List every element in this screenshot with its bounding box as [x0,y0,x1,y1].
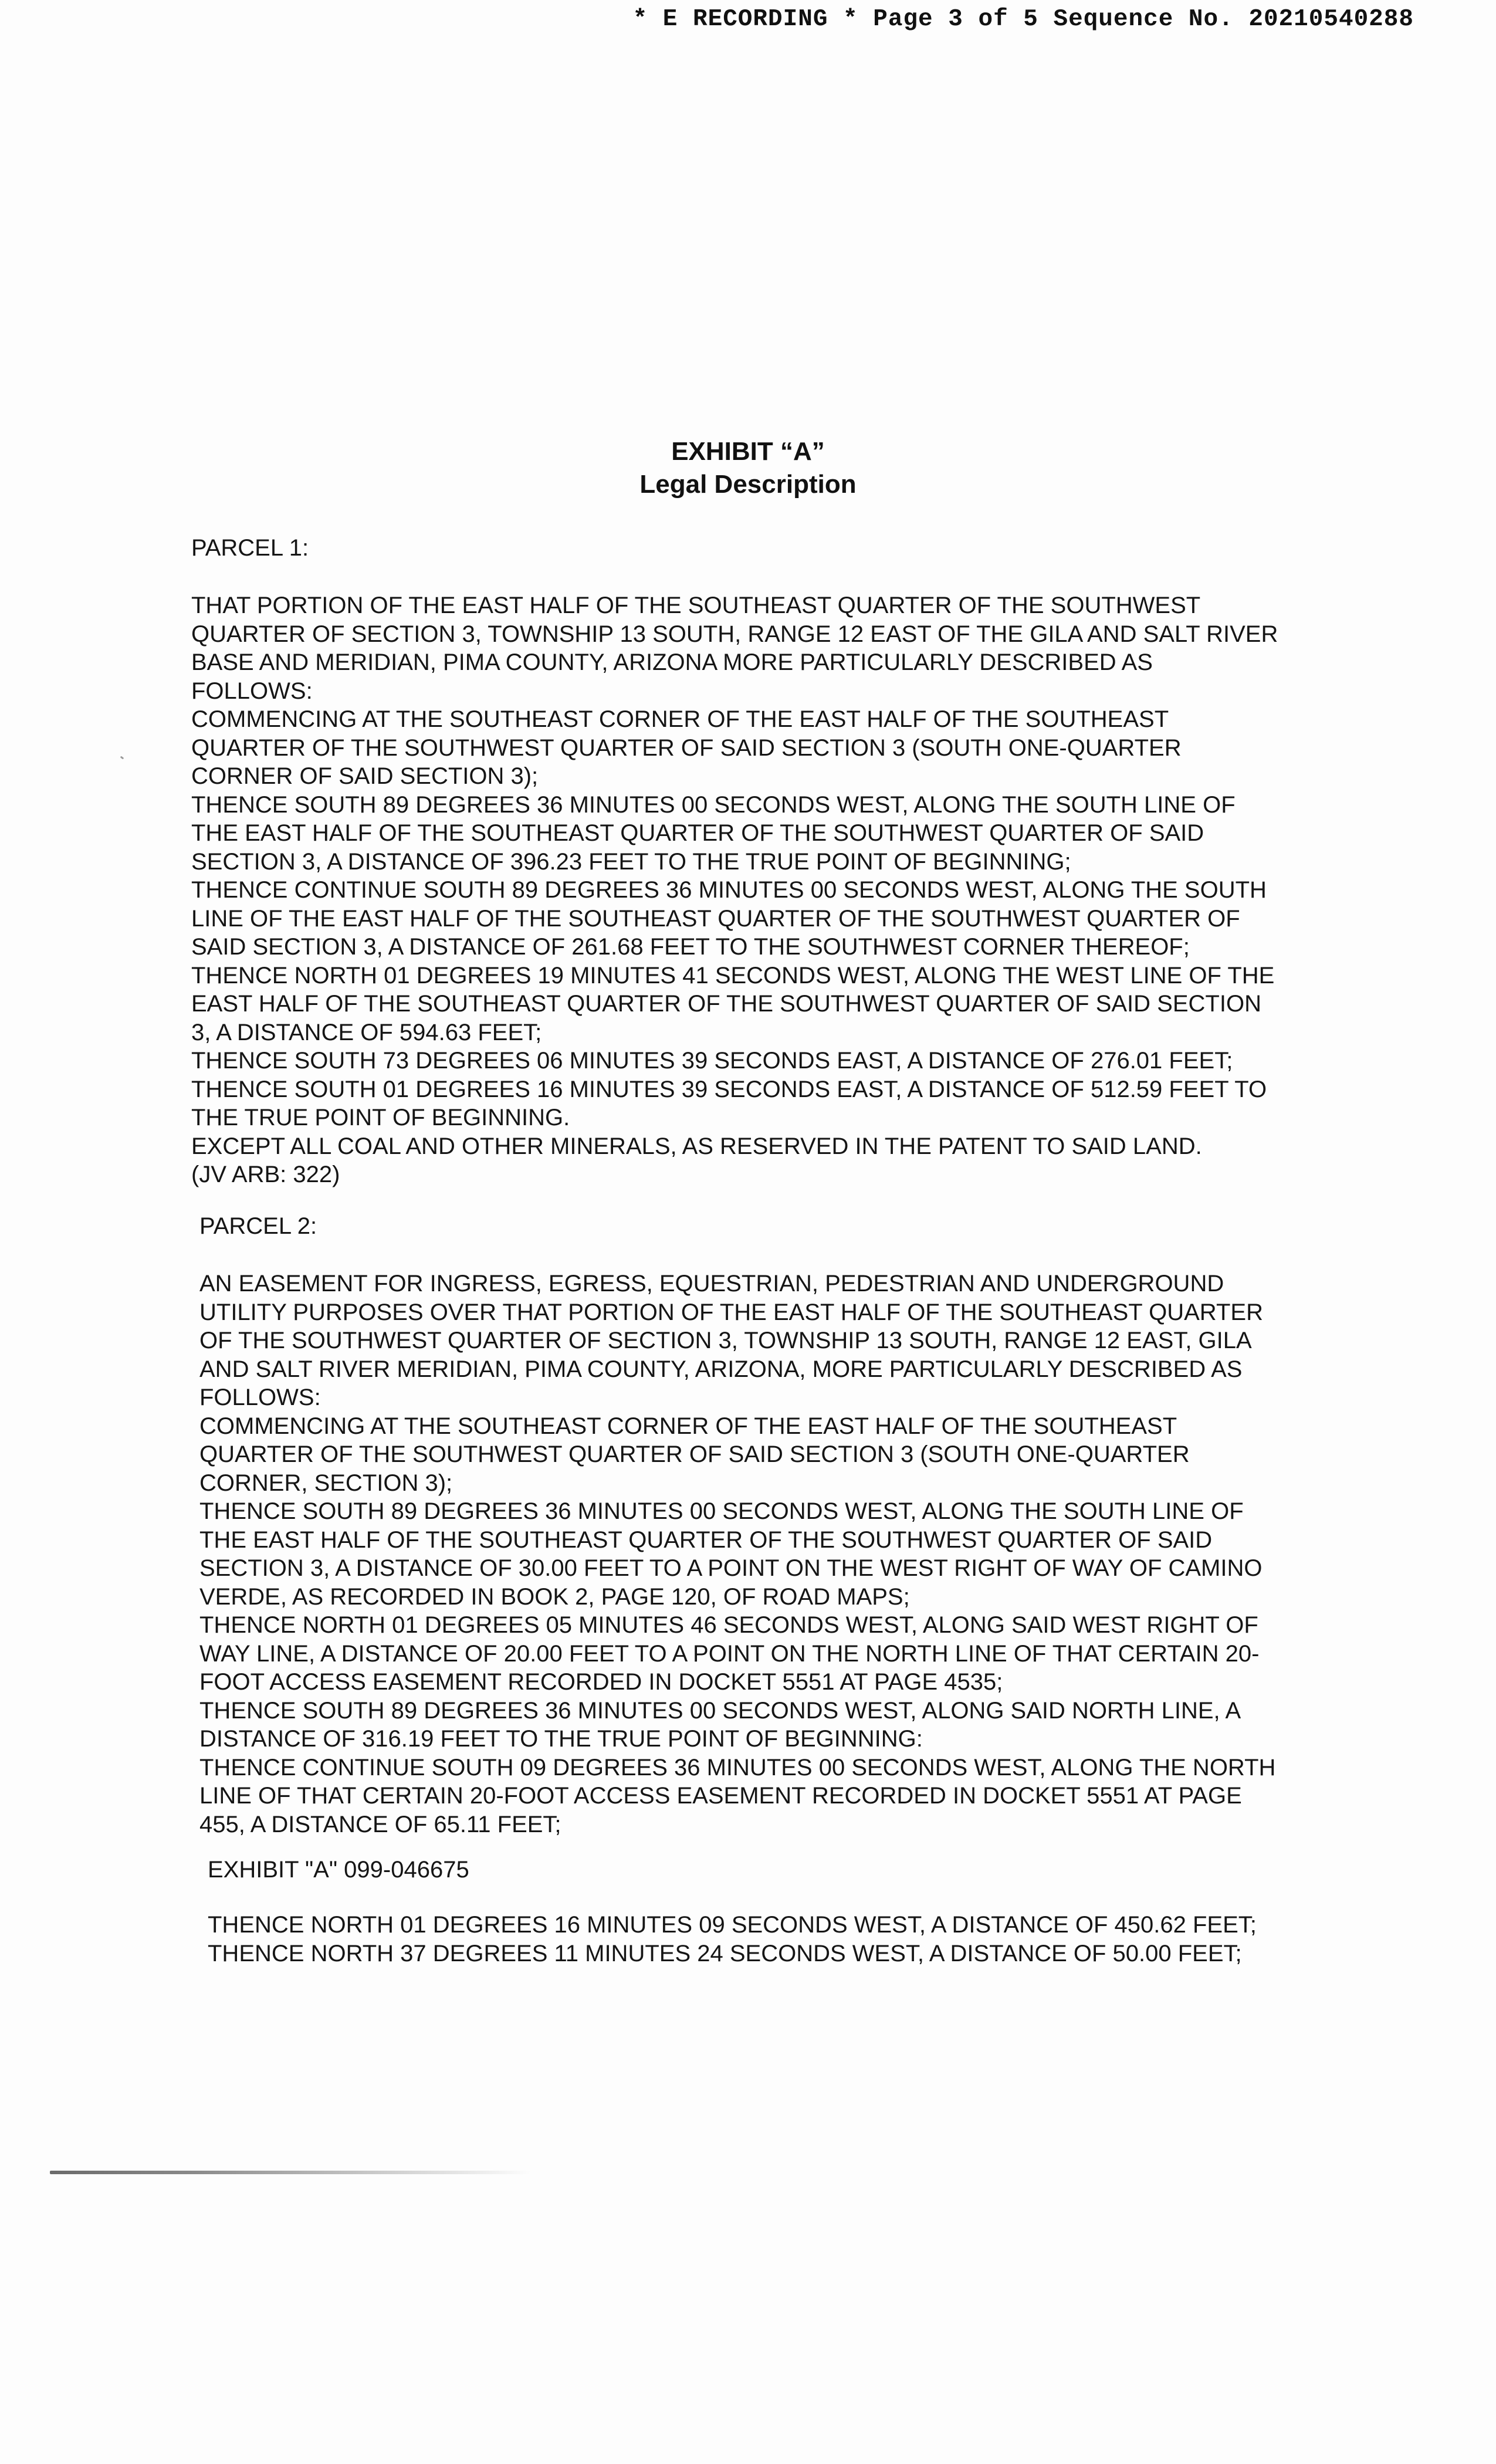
scan-artifact-line [50,2171,531,2174]
parcel-2-line: THENCE CONTINUE SOUTH 09 DEGREES 36 MINUTES 00 SECONDS WEST, ALONG THE NORTH [199,1754,1276,1781]
parcel-2-line: CORNER, SECTION 3); [199,1470,453,1496]
scan-speck [120,756,124,760]
parcel-1-line: EXCEPT ALL COAL AND OTHER MINERALS, AS RESERVED IN THE PATENT TO SAID LAND. [191,1133,1202,1159]
parcel-2-line: DISTANCE OF 316.19 FEET TO THE TRUE POINT OF BEGINNING: [199,1726,923,1752]
parcel-2-line: FOLLOWS: [199,1385,321,1410]
parcel-1-line: THENCE SOUTH 01 DEGREES 16 MINUTES 39 SECONDS EAST, A DISTANCE OF 512.59 FEET TO [191,1076,1267,1102]
parcel-2-line: 455, A DISTANCE OF 65.11 FEET; [199,1811,561,1837]
exhibit-title: EXHIBIT “A” [671,437,825,466]
parcel-2-line: THENCE SOUTH 89 DEGREES 36 MINUTES 00 SECONDS WEST, ALONG THE SOUTH LINE OF [199,1498,1244,1524]
exhibit-title-block [0,435,1496,501]
parcel-2-line: LINE OF THAT CERTAIN 20-FOOT ACCESS EASEMENT RECORDED IN DOCKET 5551 AT PAGE [199,1783,1242,1809]
legal-description-subtitle: Legal Description [639,470,857,499]
parcel-1-line: THENCE CONTINUE SOUTH 89 DEGREES 36 MINUTES 00 SECONDS WEST, ALONG THE SOUTH [191,877,1267,903]
parcel-1-line: LINE OF THE EAST HALF OF THE SOUTHEAST QUARTER OF THE SOUTHWEST QUARTER OF [191,905,1240,932]
parcel-1-line: BASE AND MERIDIAN, PIMA COUNTY, ARIZONA MORE PARTICULARLY DESCRIBED AS [191,649,1153,675]
parcel-2-line: VERDE, AS RECORDED IN BOOK 2, PAGE 120, OF ROAD MAPS; [199,1583,910,1610]
parcel-1-description [191,591,1278,1189]
parcel-1-heading: PARCEL 1: [191,535,309,561]
parcel-1-line: COMMENCING AT THE SOUTHEAST CORNER OF THE EAST HALF OF THE SOUTHEAST [191,706,1169,732]
parcel-1-line: EAST HALF OF THE SOUTHEAST QUARTER OF THE SOUTHWEST QUARTER OF SAID SECTION [191,991,1261,1017]
parcel-2-line: FOOT ACCESS EASEMENT RECORDED IN DOCKET 5551 AT PAGE 4535; [199,1669,1003,1695]
parcel-2-line: COMMENCING AT THE SOUTHEAST CORNER OF THE EAST HALF OF THE SOUTHEAST [199,1413,1177,1439]
parcel-1-line: THE TRUE POINT OF BEGINNING. [191,1105,570,1131]
parcel-1-line: SAID SECTION 3, A DISTANCE OF 261.68 FEET TO THE SOUTHWEST CORNER THEREOF; [191,934,1190,960]
parcel-1-line: THENCE SOUTH 89 DEGREES 36 MINUTES 00 SECONDS WEST, ALONG THE SOUTH LINE OF [191,791,1236,818]
parcel-1-line: 3, A DISTANCE OF 594.63 FEET; [191,1019,542,1045]
parcel-1-line: THE EAST HALF OF THE SOUTHEAST QUARTER OF THE SOUTHWEST QUARTER OF SAID [191,820,1204,846]
parcel-2-line: AN EASEMENT FOR INGRESS, EGRESS, EQUESTRIAN, PEDESTRIAN AND UNDERGROUND [199,1271,1224,1297]
continuation-description [208,1911,1257,1968]
parcel-1-line: THENCE SOUTH 73 DEGREES 06 MINUTES 39 SECONDS EAST, A DISTANCE OF 276.01 FEET; [191,1048,1233,1074]
parcel-2-heading: PARCEL 2: [199,1213,317,1239]
parcel-2-line: OF THE SOUTHWEST QUARTER OF SECTION 3, TOWNSHIP 13 SOUTH, RANGE 12 EAST, GILA [199,1328,1252,1353]
parcel-1-line: THENCE NORTH 01 DEGREES 19 MINUTES 41 SECONDS WEST, ALONG THE WEST LINE OF THE [191,962,1275,989]
parcel-1-line: QUARTER OF THE SOUTHWEST QUARTER OF SAID SECTION 3 (SOUTH ONE-QUARTER [191,735,1182,761]
parcel-1-line: THAT PORTION OF THE EAST HALF OF THE SOUTHEAST QUARTER OF THE SOUTHWEST [191,593,1201,618]
recording-stamp: * E RECORDING * Page 3 of 5 Sequence No. 20210540288 [632,6,1414,33]
parcel-2-line: THENCE NORTH 01 DEGREES 05 MINUTES 46 SECONDS WEST, ALONG SAID WEST RIGHT OF [199,1612,1258,1638]
parcel-2-line: SECTION 3, A DISTANCE OF 30.00 FEET TO A POINT ON THE WEST RIGHT OF WAY OF CAMINO [199,1555,1263,1581]
parcel-1-line: CORNER OF SAID SECTION 3); [191,763,539,789]
parcel-1-line: QUARTER OF SECTION 3, TOWNSHIP 13 SOUTH, RANGE 12 EAST OF THE GILA AND SALT RIVER [191,621,1278,647]
exhibit-reference: EXHIBIT "A" 099-046675 [208,1857,469,1883]
parcel-2-line: THENCE SOUTH 89 DEGREES 36 MINUTES 00 SECONDS WEST, ALONG SAID NORTH LINE, A [199,1697,1241,1724]
parcel-1-line: FOLLOWS: [191,678,313,704]
parcel-2-line: QUARTER OF THE SOUTHWEST QUARTER OF SAID SECTION 3 (SOUTH ONE-QUARTER [199,1441,1190,1467]
parcel-2-line: WAY LINE, A DISTANCE OF 20.00 FEET TO A POINT ON THE NORTH LINE OF THAT CERTAIN 20- [199,1640,1260,1667]
continuation-line: THENCE NORTH 37 DEGREES 11 MINUTES 24 SECONDS WEST, A DISTANCE OF 50.00 FEET; [208,1940,1242,1967]
parcel-2-description [199,1270,1275,1839]
parcel-2-line: UTILITY PURPOSES OVER THAT PORTION OF THE EAST HALF OF THE SOUTHEAST QUARTER [199,1299,1263,1325]
parcel-2-line: THE EAST HALF OF THE SOUTHEAST QUARTER OF THE SOUTHWEST QUARTER OF SAID [199,1527,1213,1553]
parcel-2-line: AND SALT RIVER MERIDIAN, PIMA COUNTY, ARIZONA, MORE PARTICULARLY DESCRIBED AS [199,1356,1243,1382]
parcel-1-line: (JV ARB: 322) [191,1162,340,1187]
continuation-line: THENCE NORTH 01 DEGREES 16 MINUTES 09 SECONDS WEST, A DISTANCE OF 450.62 FEET; [208,1912,1257,1938]
parcel-1-line: SECTION 3, A DISTANCE OF 396.23 FEET TO THE TRUE POINT OF BEGINNING; [191,848,1071,875]
